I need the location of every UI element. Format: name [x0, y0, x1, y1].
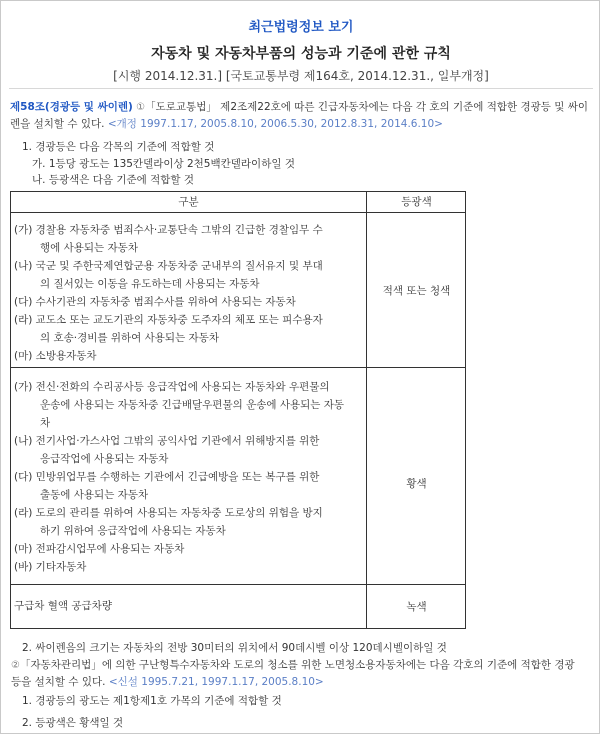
paragraph-marker-1: ①: [136, 102, 146, 113]
recent-law-link[interactable]: 최근법령정보 보기: [248, 20, 354, 35]
table-row-group-3: 구급차 혈액 공급차량: [14, 600, 112, 612]
table-divider: [11, 212, 465, 213]
paragraph-2-item-1: 1. 경광등의 광도는 제1항제1호 가목의 기준에 적합할 것: [22, 695, 282, 707]
paragraph-2-item-2: 2. 등광색은 황색일 것: [22, 717, 124, 729]
table-line: (나) 전기사업·가스사업 그밖의 공익사업 기관에서 위해방지를 위한: [14, 435, 320, 447]
article-heading: 제58조(경광등 및 싸이렌): [10, 101, 133, 113]
table-divider: [11, 584, 465, 585]
paragraph-marker-2: ②: [11, 660, 20, 671]
table-line: (라) 교도소 또는 교도기관의 자동차중 도주자의 체포 또는 피수용자: [14, 314, 323, 326]
revision-history-1[interactable]: <개정 1997.1.17, 2005.8.10, 2006.5.30, 2012.8.31, 2014.6.10>: [107, 118, 443, 130]
table-row-group-1: [14, 221, 366, 365]
document-header: [9, 5, 593, 89]
table-line: 의 호송·경비를 위하여 사용되는 자동차: [40, 332, 219, 344]
table-line: (가) 경찰용 자동차중 범죄수사·교통단속 그밖의 긴급한 경찰임무 수: [14, 224, 323, 236]
item-1: 1. 경광등은 다음 각목의 기준에 적합할 것: [22, 141, 215, 153]
paragraph-2-text-2: 등을 설치할 수 있다.: [11, 676, 106, 688]
article-first-line: [10, 99, 590, 116]
paragraph-2: [11, 657, 589, 691]
item-1-ga: 가. 1등당 광도는 135칸델라이상 2천5백칸델라이하일 것: [32, 158, 295, 170]
law-enforcement-info: [시행 2014.12.31.] [국토교통부령 제164호, 2014.12.31., 일부개정]: [113, 69, 489, 83]
revision-history-2[interactable]: <신설 1995.7.21, 1997.1.17, 2005.8.10>: [108, 676, 324, 688]
table-line: 운송에 사용되는 자동차중 긴급배달우편물의 운송에 사용되는 자동: [40, 399, 345, 411]
article-text-line2: 렌을 설치할 수 있다.: [10, 118, 105, 130]
light-color-red-blue: 적색 또는 청색: [382, 285, 451, 297]
table-line: 의 질서있는 이동을 유도하는데 사용되는 자동차: [40, 278, 260, 290]
table-line: (나) 국군 및 주한국제연합군용 자동차중 군내부의 질서유지 및 부대: [14, 260, 323, 272]
table-row-group-2: [14, 378, 366, 576]
table-line: (라) 도로의 관리를 위하여 사용되는 자동차중 도로상의 위험을 방지: [14, 507, 323, 519]
table-line: (다) 수사기관의 자동차중 범죄수사를 위하여 사용되는 자동차: [14, 296, 296, 308]
table-line: 하기 위하여 응급작업에 사용되는 자동차: [40, 525, 226, 537]
paragraph-2-line1: [11, 657, 589, 674]
table-header-category: 구분: [178, 196, 199, 208]
table-header-light-color: 등광색: [401, 196, 432, 208]
table-divider: [11, 367, 465, 368]
light-color-green: 녹색: [406, 601, 427, 613]
table-line: 응급작업에 사용되는 자동차: [40, 453, 169, 465]
table-line: 차: [40, 417, 51, 429]
table-line: 행에 사용되는 자동차: [40, 242, 138, 254]
light-color-table: [10, 191, 466, 629]
table-line: (마) 소방용자동차: [14, 350, 97, 362]
table-column-divider: [366, 192, 367, 628]
paragraph-2-line2: [11, 674, 589, 691]
table-line: (바) 기타자동차: [14, 561, 87, 573]
article-second-line: [10, 116, 590, 133]
item-2: 2. 싸이렌음의 크기는 자동차의 전방 30미터의 위치에서 90데시벨 이상 120데시벨이하일 것: [22, 642, 447, 654]
table-line: (마) 전파감시업무에 사용되는 자동차: [14, 543, 185, 555]
item-1-na: 나. 등광색은 다음 기준에 적합할 것: [32, 174, 195, 186]
light-color-yellow: 황색: [406, 478, 427, 490]
law-title: 자동차 및 자동차부품의 성능과 기준에 관한 규칙: [151, 46, 451, 62]
table-line: (다) 민방위업무를 수행하는 기관에서 긴급예방을 또는 복구를 위한: [14, 471, 320, 483]
article-text-line1: 「도로교통법」 제2조제22호에 따른 긴급자동차에는 다음 각 호의 기준에 적합한 경광등 및 싸이: [145, 101, 589, 113]
paragraph-2-text: 「자동차관리법」에 의한 구난형특수자동차와 도로의 청소를 위한 노면청소용자동차에는 다음 각호의 기준에 적합한 경광: [19, 659, 575, 671]
table-line: (가) 전신·전화의 수리공사등 응급작업에 사용되는 자동차와 우편물의: [14, 381, 330, 393]
table-line: 출동에 사용되는 자동차: [40, 489, 149, 501]
